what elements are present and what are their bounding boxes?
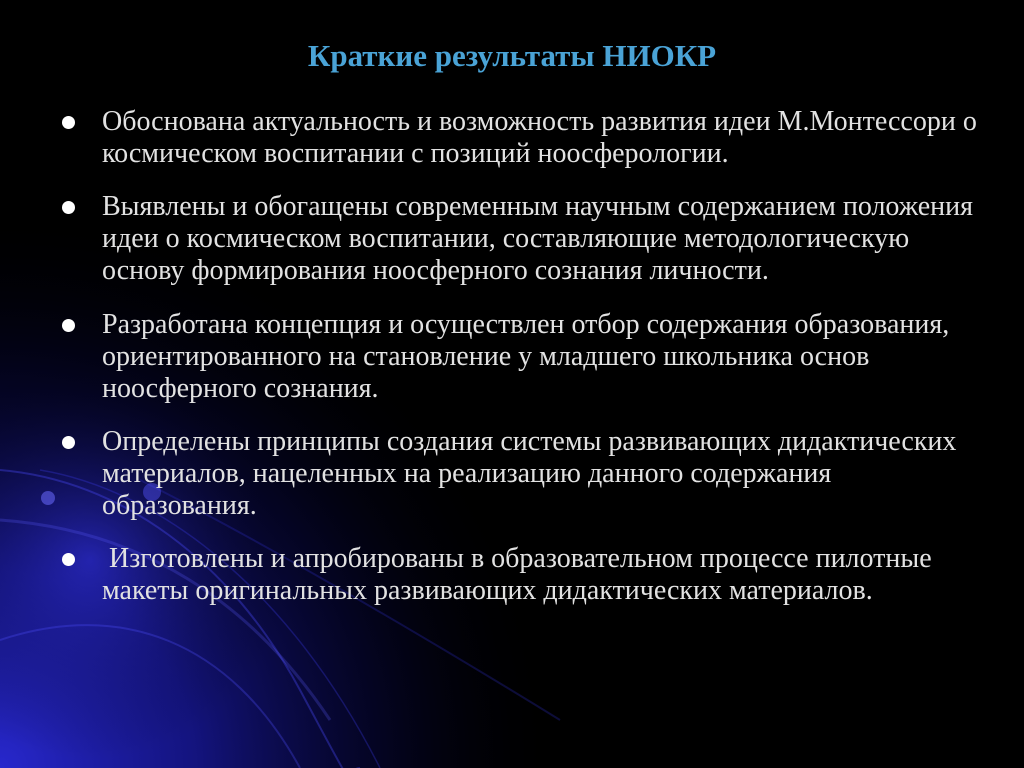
bullet-list [62,106,992,628]
bullet-text: Обоснована актуальность и возможность развития идеи М.Монтессори о космическом воспитании с позиций ноосферологии. [102,106,977,169]
bullet-item [62,426,992,522]
bullet-text: Выявлены и обогащены современным научным содержанием положения идеи о космическом воспитании, составляющие методологическую основу формирования ноосферного сознания личности. [102,191,973,286]
bullet-dot-icon [62,553,75,566]
bullet-dot-icon [62,201,75,214]
bullet-item [62,106,992,170]
bullet-text: Изготовлены и апробированы в образовательном процессе пилотные макеты оригинальных развивающих дидактических материалов. [102,543,939,606]
bullet-text: Определены принципы создания системы развивающих дидактических материалов, нацеленных на реализацию данного содержания образования. [102,426,957,521]
bullet-text: Разработана концепция и осуществлен отбор содержания образования, ориентированного на становление у младшего школьника основ ноосферного сознания. [102,309,950,404]
bullet-dot-icon [62,436,75,449]
slide-title: Краткие результаты НИОКР [307,38,717,73]
bullet-dot-icon [62,319,75,332]
bullet-item [62,191,992,287]
bullet-dot-icon [62,116,75,129]
bullet-item [62,309,992,405]
bullet-item [62,543,992,607]
